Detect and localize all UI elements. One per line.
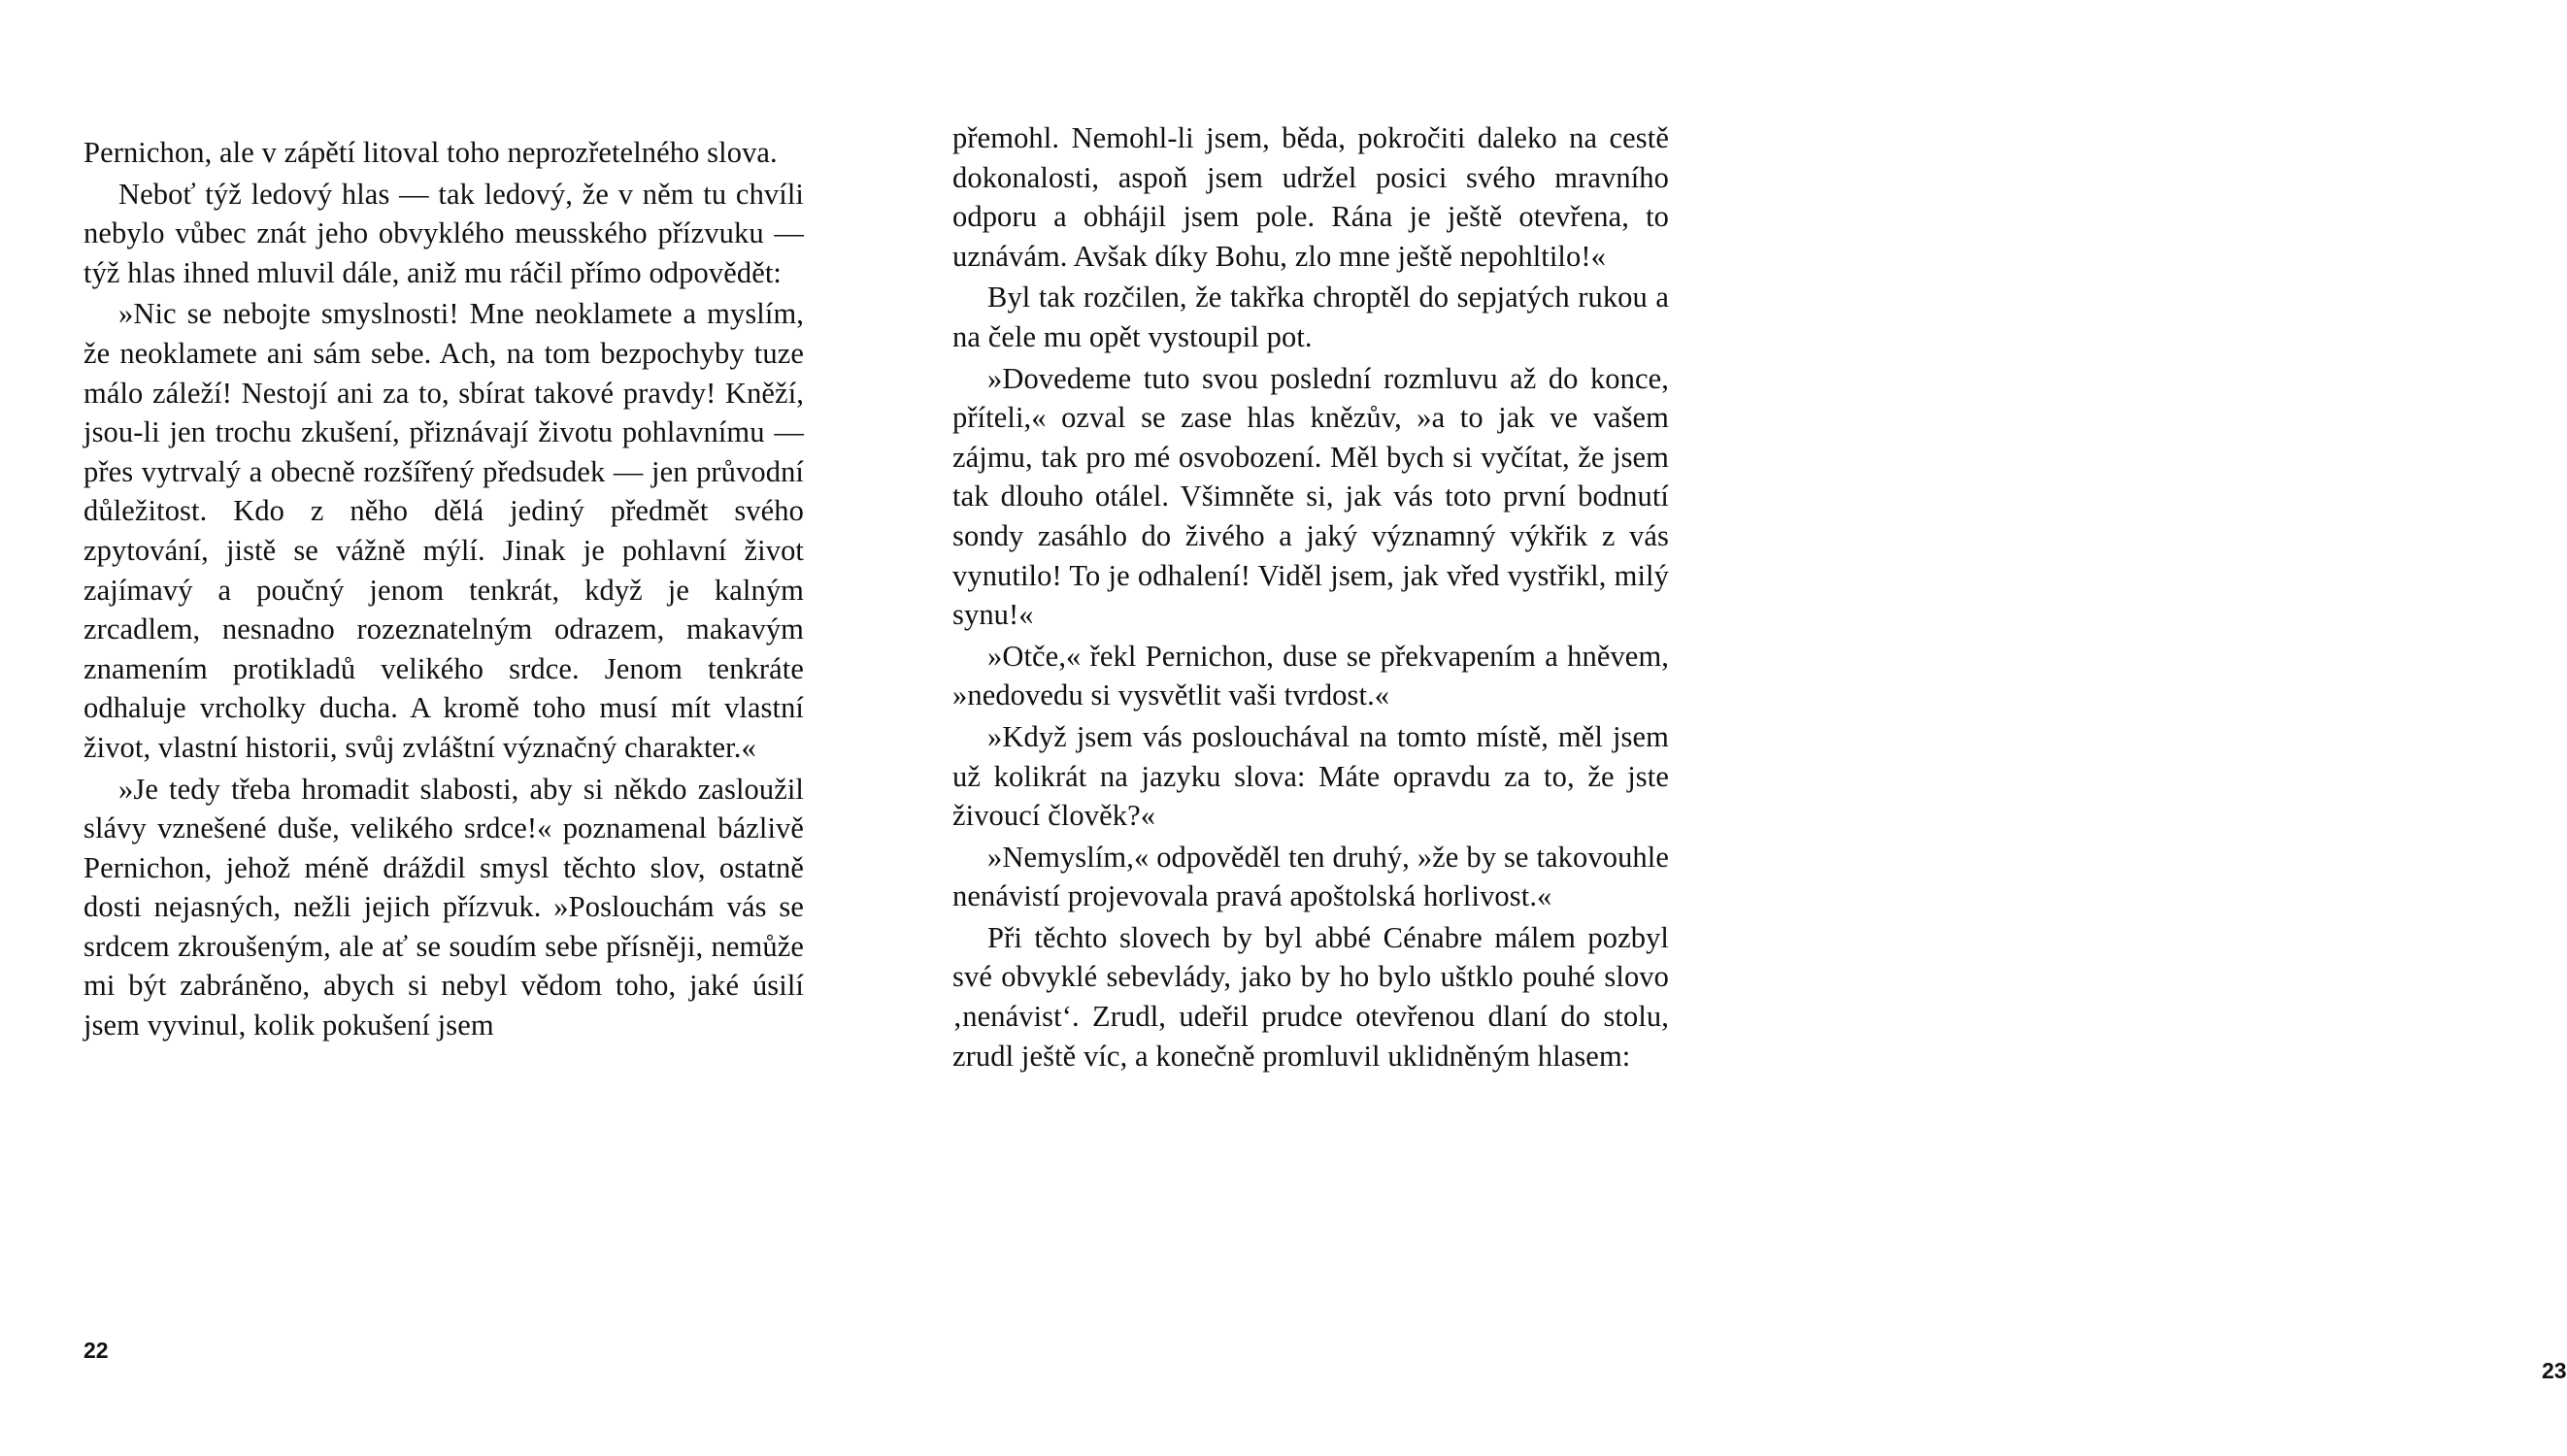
paragraph: »Nemyslím,« odpověděl ten druhý, »že by se takovouhle nenávistí projevovala pravá apoštolská horlivost.« xyxy=(952,840,1669,913)
right-page-text xyxy=(952,118,1669,1077)
left-page-text xyxy=(83,133,804,1047)
paragraph: »Je tedy třeba hromadit slabosti, aby si někdo zasloužil slávy vznešené duše, velikého srdce!« poznamenal bázlivě Pernichon, jehož méně dráždil smysl těchto slov, ostatně dosti nejasných, nežli jejich přízvuk. »Poslouchám vás se srdcem zkroušeným, ale ať se soudím sebe přísněji, nemůže mi být zabráněno, abych si nebyl vědom toho, jaké úsilí jsem vyvinul, kolik pokušení jsem xyxy=(83,772,804,1042)
paragraph: »Otče,« řekl Pernichon, duse se překvapením a hněvem, »nedovedu si vysvětlit vaši tvrdost.« xyxy=(952,639,1669,712)
paragraph: »Dovedeme tuto svou poslední rozmluvu až do konce, příteli,« ozval se zase hlas knězův, »a to jak ve vašem zájmu, tak pro mé osvobození. Měl bych si vyčítat, že jsem tak dlouho otálel. Všimněte si, jak vás toto první bodnutí sondy zasáhlo do živého a jaký významný výkřik z vás vynutilo! To je odhalení! Viděl jsem, jak vřed vystřikl, milý synu!« xyxy=(952,361,1669,632)
paragraph: Pernichon, ale v zápětí litoval toho neprozřetelného slova. xyxy=(83,136,778,169)
left-page xyxy=(0,0,880,1456)
page-number: 22 xyxy=(83,1338,109,1363)
paragraph: přemohl. Nemohl-li jsem, běda, pokročiti daleko na cestě dokonalosti, aspoň jsem udržel posici svého mravního odporu a obhájil jsem pole. Rána je ještě otevřena, to uznávám. Avšak díky Bohu, zlo mne ještě nepohltilo!« xyxy=(952,121,1669,273)
page-number: 23 xyxy=(2542,1358,2567,1383)
paragraph: Neboť týž ledový hlas — tak ledový, že v něm tu chvíli nebylo vůbec znát jeho obvyklého meusského přízvuku — týž hlas ihned mluvil dále, aniž mu ráčil přímo odpovědět: xyxy=(83,177,804,289)
paragraph: Při těchto slovech by byl abbé Cénabre málem pozbyl své obvyklé sebevlády, jako by ho bylo uštklo pouhé slovo ‚nenávist‘. Zrudl, udeřil prudce otevřenou dlaní do stolu, zrudl ještě víc, a konečně promluvil uklidněným hlasem: xyxy=(952,920,1669,1073)
paragraph: Byl tak rozčilen, že takřka chroptěl do sepjatých rukou a na čele mu opět vystoupil pot. xyxy=(952,281,1669,353)
paragraph: »Nic se nebojte smyslnosti! Mne neoklamete a myslím, že neoklamete ani sám sebe. Ach, na tom bezpochyby tuze málo záleží! Nestojí ani za to, sbírat takové pravdy! Kněží, jsou-li jen trochu zkušení, přiznávají životu pohlavnímu — přes vytrvalý a obecně rozšířený předsudek — jen průvodní důležitost. Kdo z něho dělá jediný předmět svého zpytování, jistě se vážně mýlí. Jinak je pohlavní život zajímavý a poučný jenom tenkrát, když je kalným zrcadlem, nesnadno rozeznatelným odrazem, makavým znamením protikladů velikého srdce. Jenom tenkráte odhaluje vrcholky ducha. A kromě toho musí mít vlastní život, vlastní historii, svůj zvláštní význačný charakter.« xyxy=(83,297,804,764)
right-page xyxy=(880,0,2567,1456)
paragraph: »Když jsem vás poslouchával na tomto místě, měl jsem už kolikrát na jazyku slova: Máte opravdu za to, že jste živoucí člověk?« xyxy=(952,719,1669,833)
